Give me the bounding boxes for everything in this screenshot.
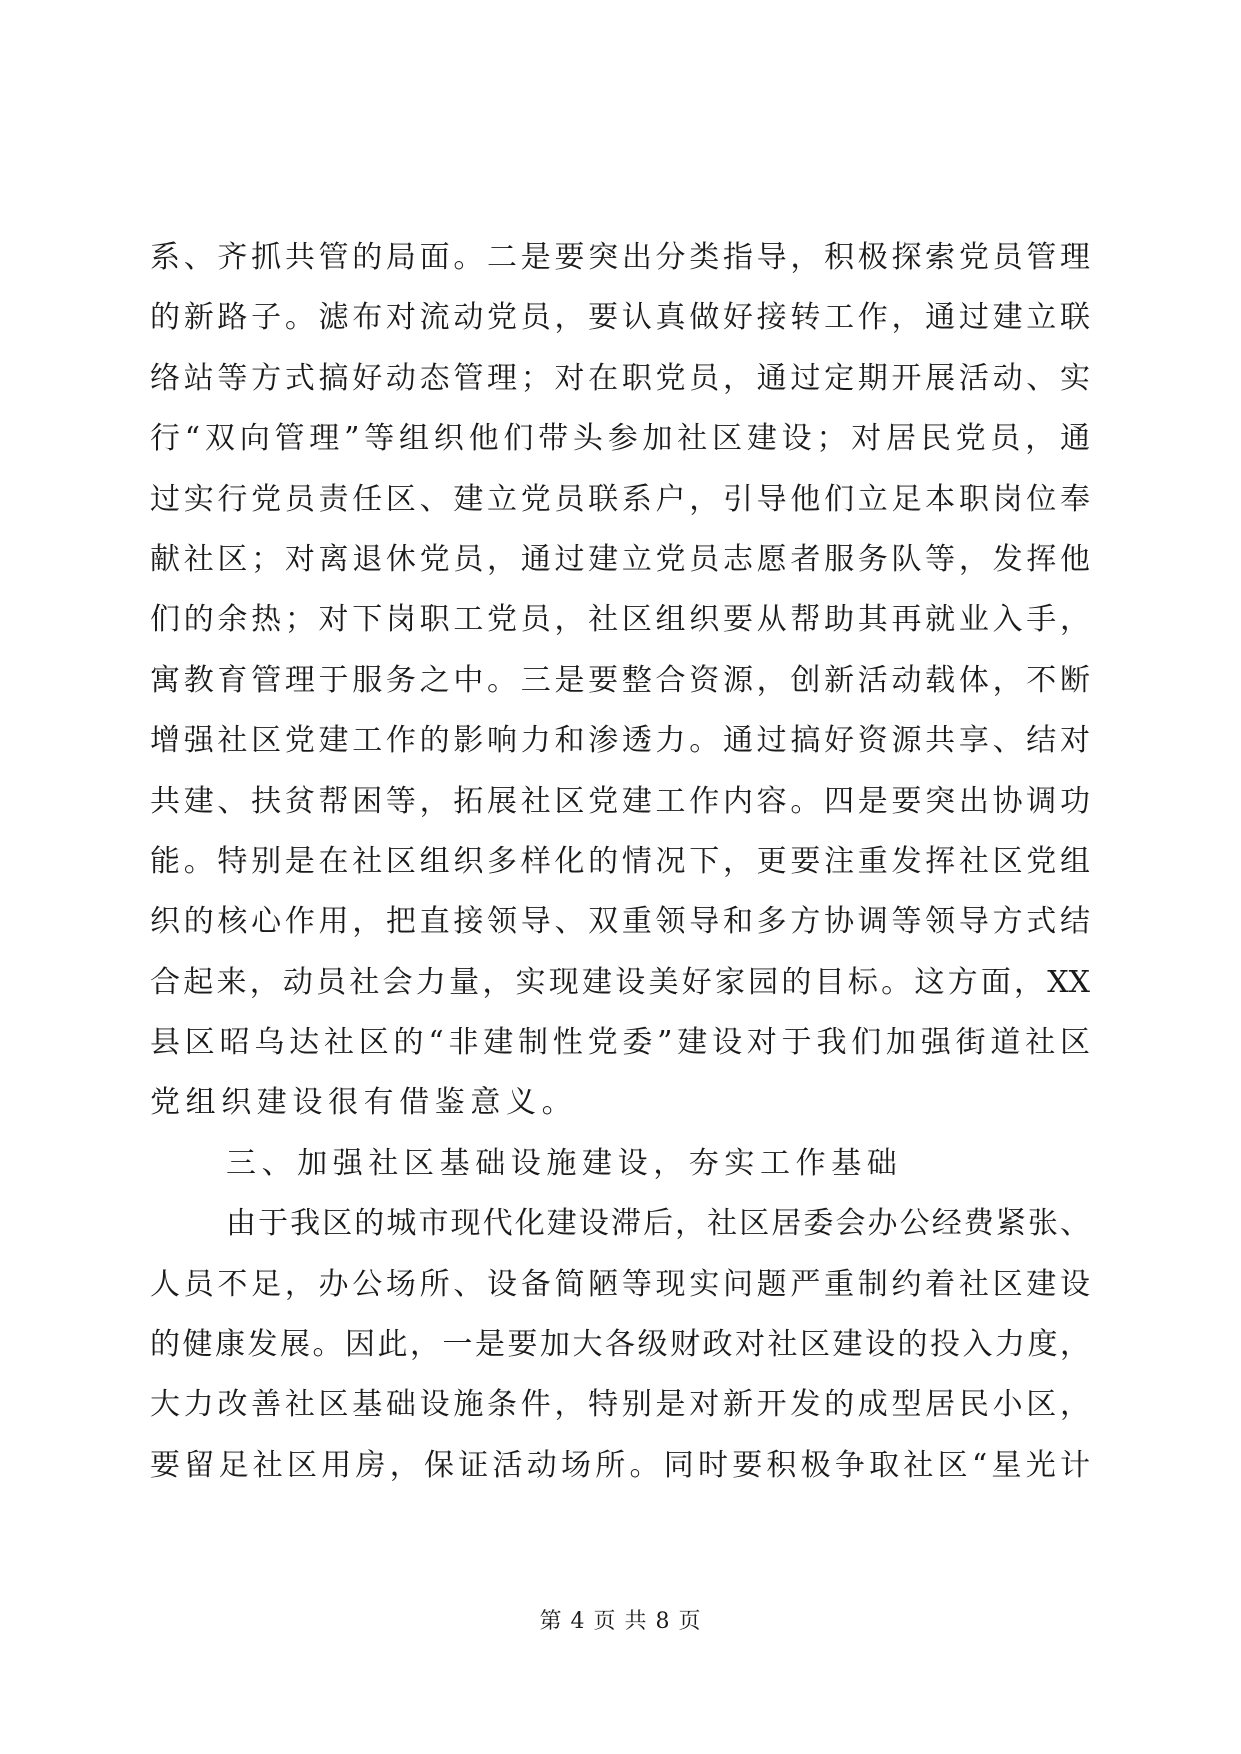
text-line: 寓教育管理于服务之中。三是要整合资源，创新活动载体，不断	[150, 662, 1090, 698]
text-line: 要留足社区用房，保证活动场所。同时要积极争取社区“星光计	[150, 1447, 1090, 1483]
text-line: 党组织建设很有借鉴意义。	[150, 1085, 578, 1121]
text-line: 行“双向管理”等组织他们带头参加社区建设；对居民党员，通	[150, 421, 1090, 457]
text-line: 织的核心作用，把直接领导、双重领导和多方协调等领导方式结	[150, 904, 1090, 940]
text-line: 的健康发展。因此，一是要加大各级财政对社区建设的投入力度，	[150, 1327, 1090, 1363]
text-line: 的新路子。滤布对流动党员，要认真做好接转工作，通过建立联	[150, 300, 1090, 336]
text-line: 络站等方式搞好动态管理；对在职党员，通过定期开展活动、实	[150, 360, 1090, 396]
text-line: 合起来，动员社会力量，实现建设美好家园的目标。这方面，XX	[150, 964, 1090, 1000]
document-body	[150, 228, 1090, 1496]
text-line: 系、齐抓共管的局面。二是要突出分类指导，积极探索党员管理	[150, 240, 1090, 275]
text-line: 共建、扶贫帮困等，拓展社区党建工作内容。四是要突出协调功	[150, 783, 1090, 819]
text-line: 县区昭乌达社区的“非建制性党委”建设对于我们加强街道社区	[150, 1025, 1090, 1061]
text-line: 过实行党员责任区、建立党员联系户，引导他们立足本职岗位奉	[150, 481, 1090, 517]
section-heading: 三、加强社区基础设施建设，夯实工作基础	[226, 1145, 903, 1181]
text-line: 人员不足，办公场所、设备简陋等现实问题严重制约着社区建设	[150, 1266, 1090, 1302]
text-line: 献社区；对离退休党员，通过建立党员志愿者服务队等，发挥他	[150, 541, 1090, 577]
text-line: 能。特别是在社区组织多样化的情况下，更要注重发挥社区党组	[150, 843, 1090, 879]
text-line: 们的余热；对下岗职工党员，社区组织要从帮助其再就业入手，	[150, 602, 1090, 638]
text-line: 由于我区的城市现代化建设滞后，社区居委会办公经费紧张、	[226, 1206, 1090, 1242]
text-line: 大力改善社区基础设施条件，特别是对新开发的成型居民小区，	[150, 1387, 1090, 1423]
text-line: 增强社区党建工作的影响力和渗透力。通过搞好资源共享、结对	[150, 723, 1090, 759]
page-number: 第 4 页 共 8 页	[539, 1609, 702, 1634]
